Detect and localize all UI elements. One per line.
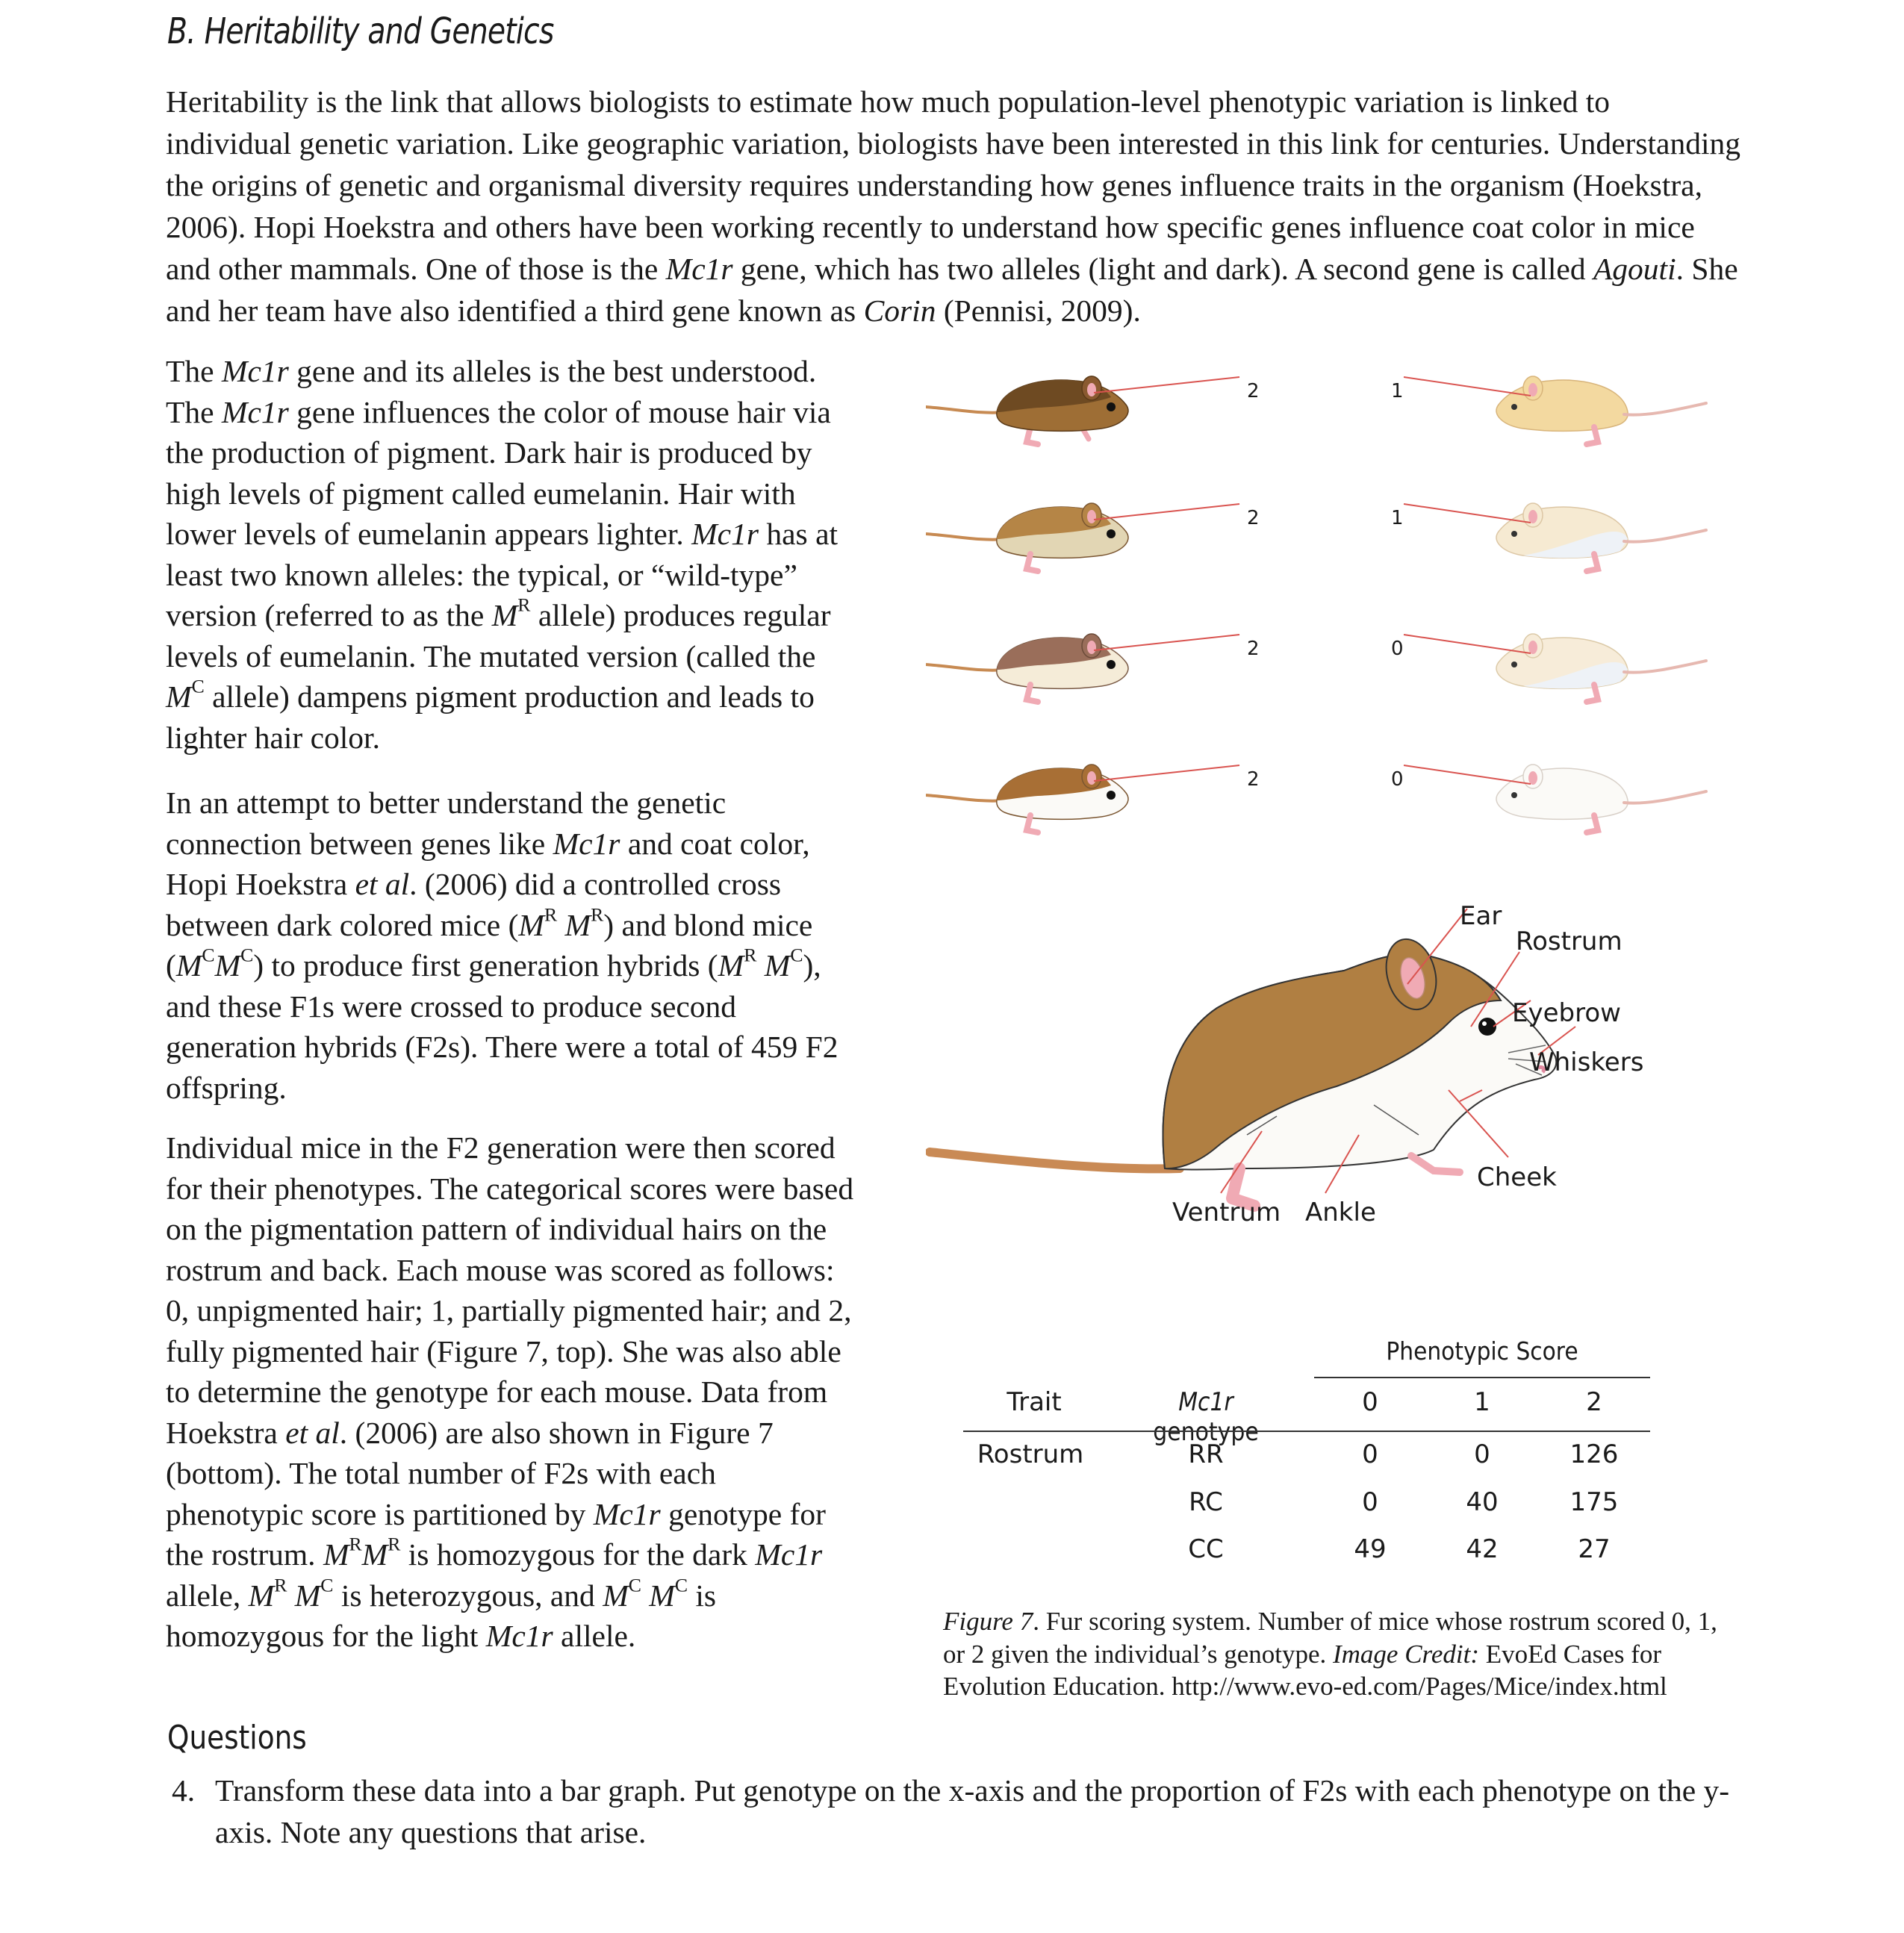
table-row [963,1487,1650,1525]
figure-7-illustration [926,351,1785,1284]
mc1r-paragraph: The Mc1r gene and its alleles is the best understood. The Mc1r gene influences the color of mouse hair via the production of pigment. Dark hair is produced by high levels of pigment called eumelanin. Hair with lower levels of eumelanin appears lighter. Mc1r has at least two known alleles: the typical, or “wild-type” version (referred to as the $M^R$ allele) produces regular levels of eumelanin. The mutated version (called the $M^C$ allele) dampens pigment production and leads to lighter hair color. [166,354,839,755]
header-trait: Trait [1007,1387,1062,1417]
mouse-left-1 [926,376,1239,444]
table-group-rule [1314,1377,1650,1378]
scoring-paragraph: Individual mice in the F2 generation were then scored for their phenotypes. The categorical scores were based on the pigmentation pattern of individual hairs on the rostrum and back. Each mouse was scored as follows: 0, unpigmented hair; 1, partially pigmented hair; and 2, fully pigmented hair (Figure 7, top). She was also able to determine the genotype for each mouse. Data from Hoekstra et al. (2006) are also shown in Figure 7 (bottom). The total number of F2s with each phenotypic score is partitioned by Mc1r genotype for the rostrum. $M^RM^R$ is homozygous for the dark Mc1r allele, $M^R$ $M^C$ is heterozygous, and $M^C$ $M^C$ is homozygous for the light Mc1r allele. [166,1130,854,1653]
score-right-3: 0 [1391,638,1404,660]
mouse-left-3 [926,634,1239,702]
label-ear: Ear [1460,901,1502,931]
row-value-0: 49 [1354,1534,1387,1564]
table-group-header: Phenotypic Score [1386,1336,1578,1366]
row-genotype: CC [1188,1534,1224,1564]
score-left-3: 2 [1247,638,1260,660]
row-value-0: 0 [1362,1439,1378,1469]
large-mouse-diagram [930,901,1643,1227]
row-value-0: 0 [1362,1487,1378,1517]
score-left-1: 2 [1247,380,1260,402]
row-value-2: 175 [1569,1487,1619,1517]
score-left-2: 2 [1247,507,1260,529]
mouse-left-4 [926,765,1239,832]
label-ankle: Ankle [1305,1198,1376,1227]
label-whiskers: Whiskers [1529,1048,1644,1077]
figure-caption: Figure 7. Fur scoring system. Number of mice whose rostrum scored 0, 1, or 2 given the individual’s genotype. Image Credit: EvoEd Cases for Evolution Education. http://www.evo-ed.com/Pages/Mice/index.html [943,1607,1717,1701]
row-value-1: 42 [1466,1534,1499,1564]
row-genotype: RR [1188,1439,1224,1469]
mouse-right-2 [1404,503,1706,571]
label-cheek: Cheek [1477,1162,1557,1192]
row-genotype: RC [1189,1487,1223,1517]
mouse-right-4 [1404,765,1706,832]
row-value-2: 27 [1578,1534,1611,1564]
question-text: Transform these data into a bar graph. Put genotype on the x-axis and the proportion of F2s with each phenotype on the y-axis. Note any questions that arise. [215,1773,1730,1849]
header-score-2: 2 [1586,1387,1602,1417]
cross-paragraph: In an attempt to better understand the genetic connection between genes like Mc1r and coat color, Hopi Hoekstra et al. (2006) did a controlled cross between dark colored mice ($M^R$ $M^R$) and blond mice $(M^CM^C)$ to produce first generation hybrids ($M^R$ $M^C$), and these F1s were crossed to produce second generation hybrids (F2s). There were a total of 459 F2 offspring. [166,785,839,1105]
table-header-row [963,1387,1650,1447]
score-right-1: 1 [1391,380,1404,402]
label-eyebrow: Eyebrow [1512,998,1621,1028]
question-item [172,1769,1740,1853]
score-right-2: 1 [1391,507,1404,529]
table-row [963,1534,1650,1572]
score-right-4: 0 [1391,768,1404,791]
label-rostrum: Rostrum [1516,927,1623,956]
header-score-0: 0 [1362,1387,1378,1417]
table-header-rule [963,1431,1650,1432]
question-number: 4. [172,1773,196,1808]
row-trait: Rostrum [977,1439,1084,1469]
row-value-1: 0 [1474,1439,1490,1469]
row-value-1: 40 [1466,1487,1499,1517]
label-ventrum: Ventrum [1172,1198,1281,1227]
header-genotype: Mc1r genotype [1153,1387,1259,1447]
score-left-4: 2 [1247,768,1260,791]
mouse-right-3 [1404,634,1706,702]
header-score-1: 1 [1474,1387,1490,1417]
row-value-2: 126 [1569,1439,1619,1469]
section-heading: B. Heritability and Genetics [167,10,554,52]
mouse-left-2 [926,503,1239,571]
table-row [963,1439,1650,1477]
questions-heading: Questions [167,1719,307,1757]
intro-paragraph: Heritability is the link that allows biologists to estimate how much population-level phenotypic variation is linked to individual genetic variation. Like geographic variation, biologists have been interested in this link for centuries. Understanding the origins of genetic and organismal diversity requires understanding how genes influence traits in the organism (Hoekstra, 2006). Hopi Hoekstra and others have been working recently to understand how specific genes influence coat color in mice and other mammals. One of those is the Mc1r gene, which has two alleles (light and dark). A second gene is called Agouti. She and her team have also identified a third gene known as Corin (Pennisi, 2009). [166,84,1741,328]
mouse-right-1 [1404,376,1706,444]
